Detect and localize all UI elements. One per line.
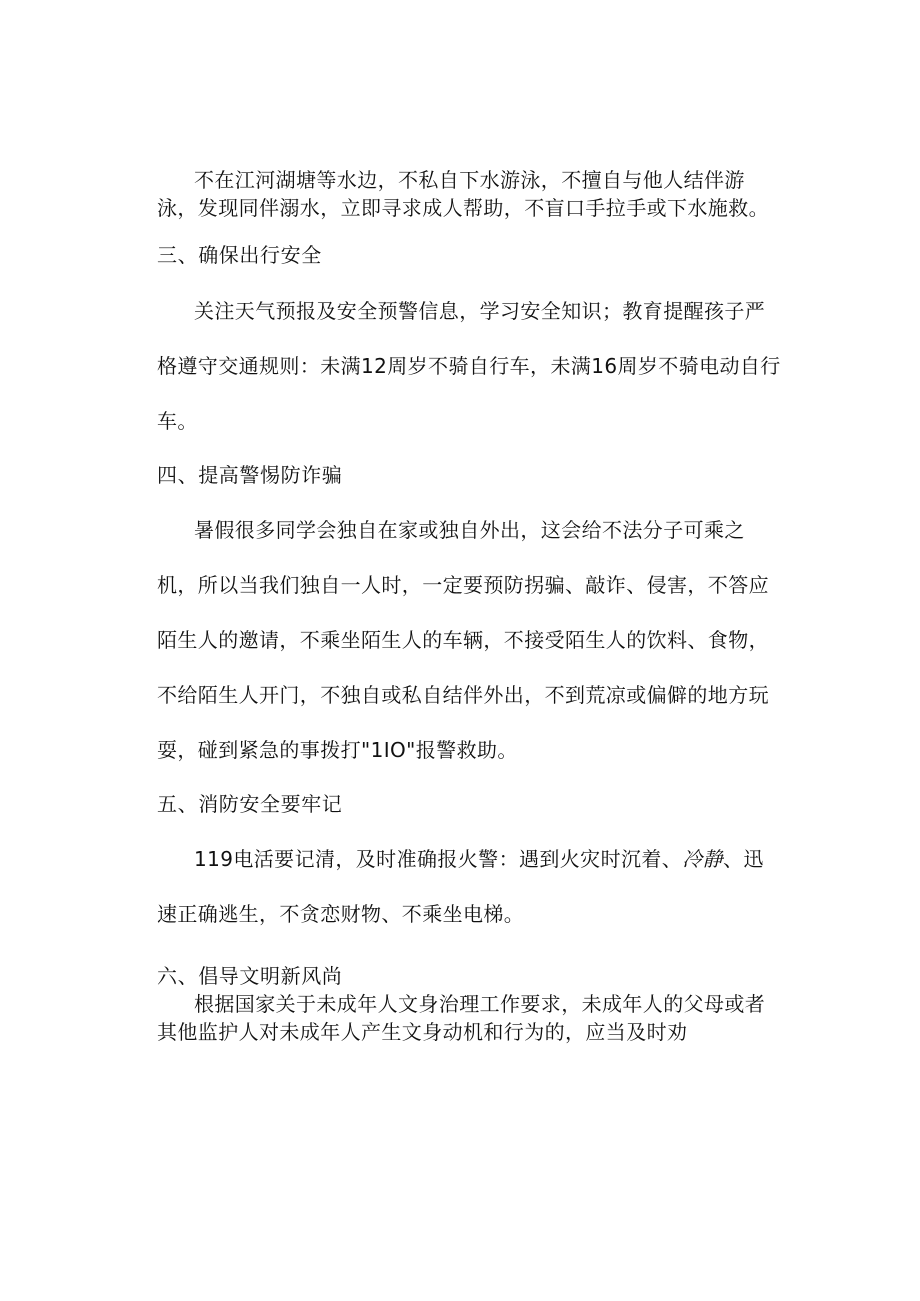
section-heading-5: 五、消防安全要牢记: [157, 792, 343, 816]
paragraph-line: 不在江河湖塘等水边，不私自下水游泳，不擅自与他人结伴游: [194, 168, 745, 192]
paragraph-line: [194, 845, 764, 873]
paragraph-line: 陌生人的邀请，不乘坐陌生人的车辆，不接受陌生人的饮料、食物，: [157, 628, 769, 652]
paragraph-line: 不给陌生人开门，不独自或私自结伴外出，不到荒凉或偏僻的地方玩: [157, 683, 769, 707]
section-heading-6: 六、倡导文明新风尚: [157, 964, 343, 988]
paragraph-line: 根据国家关于未成年人文身治理工作要求，未成年人的父母或者: [194, 992, 766, 1016]
paragraph-line: 耍，碰到紧急的事拨打"1IO"报警救助。: [157, 738, 518, 762]
paragraph-line: 其他监护人对未成年人产生文身动机和行为的，应当及时劝: [157, 1020, 688, 1044]
paragraph-line: 机，所以当我们独自一人时，一定要预防拐骗、敲诈、侵害，不答应: [157, 573, 769, 597]
paragraph-line: 泳，发现同伴溺水，立即寻求成人帮助，不盲口手拉手或下水施救。: [157, 196, 769, 220]
paragraph-line: 车。: [157, 409, 198, 433]
paragraph-line: 关注天气预报及安全预警信息，学习安全知识；教育提醒孩子严: [194, 299, 766, 323]
text-span: 、迅: [723, 847, 764, 871]
section-heading-4: 四、提高警惕防诈骗: [157, 463, 343, 487]
paragraph-line: 格遵守交通规则：未满12周岁不骑自行车，未满16周岁不骑电动自行: [157, 354, 781, 378]
paragraph-line: 速正确逃生，不贪恋财物、不乘坐电梯。: [157, 902, 525, 926]
text-span: 119电活要记清，及时准确报火警：遇到火灾时沉着、: [194, 847, 683, 871]
section-heading-3: 三、确保出行安全: [157, 243, 322, 267]
paragraph-line: 暑假很多同学会独自在家或独自外出，这会给不法分子可乘之: [194, 518, 745, 542]
emphasized-text: 冷静: [682, 847, 723, 871]
